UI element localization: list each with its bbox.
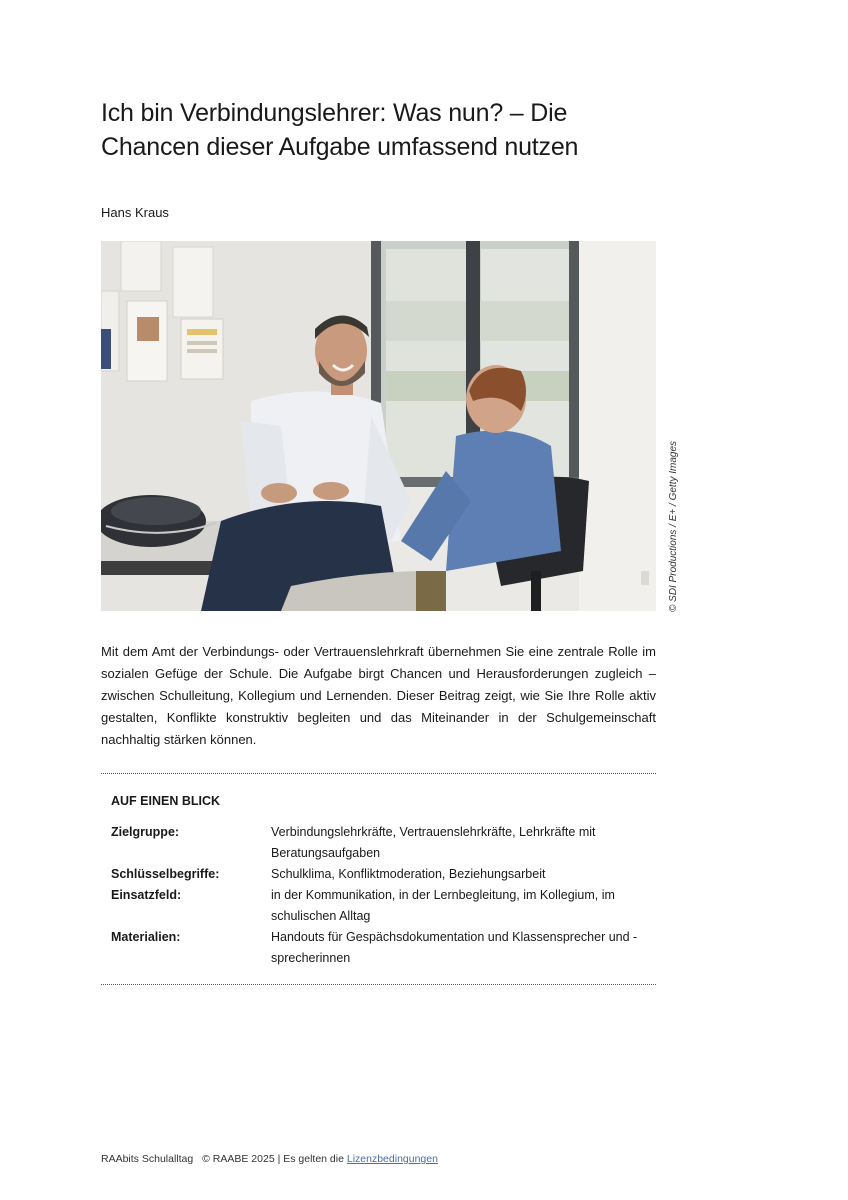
overview-value: Verbindungslehrkräfte, Vertrauenslehrkräfte, Lehrkräfte mit Beratungsaufgaben [271, 825, 596, 860]
footer-product: RAAbits Schulalltag [101, 1153, 194, 1165]
title-line-2: Chancen dieser Aufgabe umfassend nutzen [101, 133, 579, 161]
overview-value: Schulklima, Konfliktmoderation, Beziehungsarbeit [271, 867, 546, 881]
overview-label: Schlüsselbegriffe: [111, 867, 220, 881]
overview-label: Zielgruppe: [111, 825, 180, 839]
dotted-divider-bottom [101, 984, 656, 985]
photo-credit: © SDI Productions / E+ / Getty Images [668, 440, 679, 612]
overview-label: Einsatzfeld: [111, 888, 182, 902]
cover-photo [101, 241, 656, 611]
footer-copyright: © RAABE 2025 | Es gelten die [202, 1153, 344, 1165]
document-title [101, 96, 701, 164]
page-footer [101, 1152, 438, 1166]
license-link[interactable]: Lizenzbedingungen [346, 1153, 438, 1165]
overview-label: Materialien: [111, 930, 181, 944]
author-name: Hans Kraus [101, 205, 169, 220]
intro-paragraph: Mit dem Amt der Verbindungs- oder Vertrauenslehrkraft übernehmen Sie eine zentrale Rolle im sozialen Gefüge der Schule. Die Aufgabe birgt Chancen und Herausforderungen zugleich – zwischen Schulleitung, Kollegium und Lernenden. Dieser Beitrag zeigt, wie Sie Ihre Rolle aktiv gestalten, Konflikte konstruktiv begleiten und das Miteinander in der Schulgemeinschaft nachhaltig stärken können. [101, 644, 656, 747]
title-line-1: Ich bin Verbindungslehrer: Was nun? – Die [101, 99, 568, 127]
dotted-divider-top [101, 773, 656, 774]
overview-value: Handouts für Gespächsdokumentation und Klassensprecher und -sprecherinnen [271, 930, 638, 965]
overview-value: in der Kommunikation, in der Lernbegleitung, im Kollegium, im schulischen Alltag [271, 888, 615, 923]
overview-heading: AUF EINEN BLICK [111, 794, 221, 808]
